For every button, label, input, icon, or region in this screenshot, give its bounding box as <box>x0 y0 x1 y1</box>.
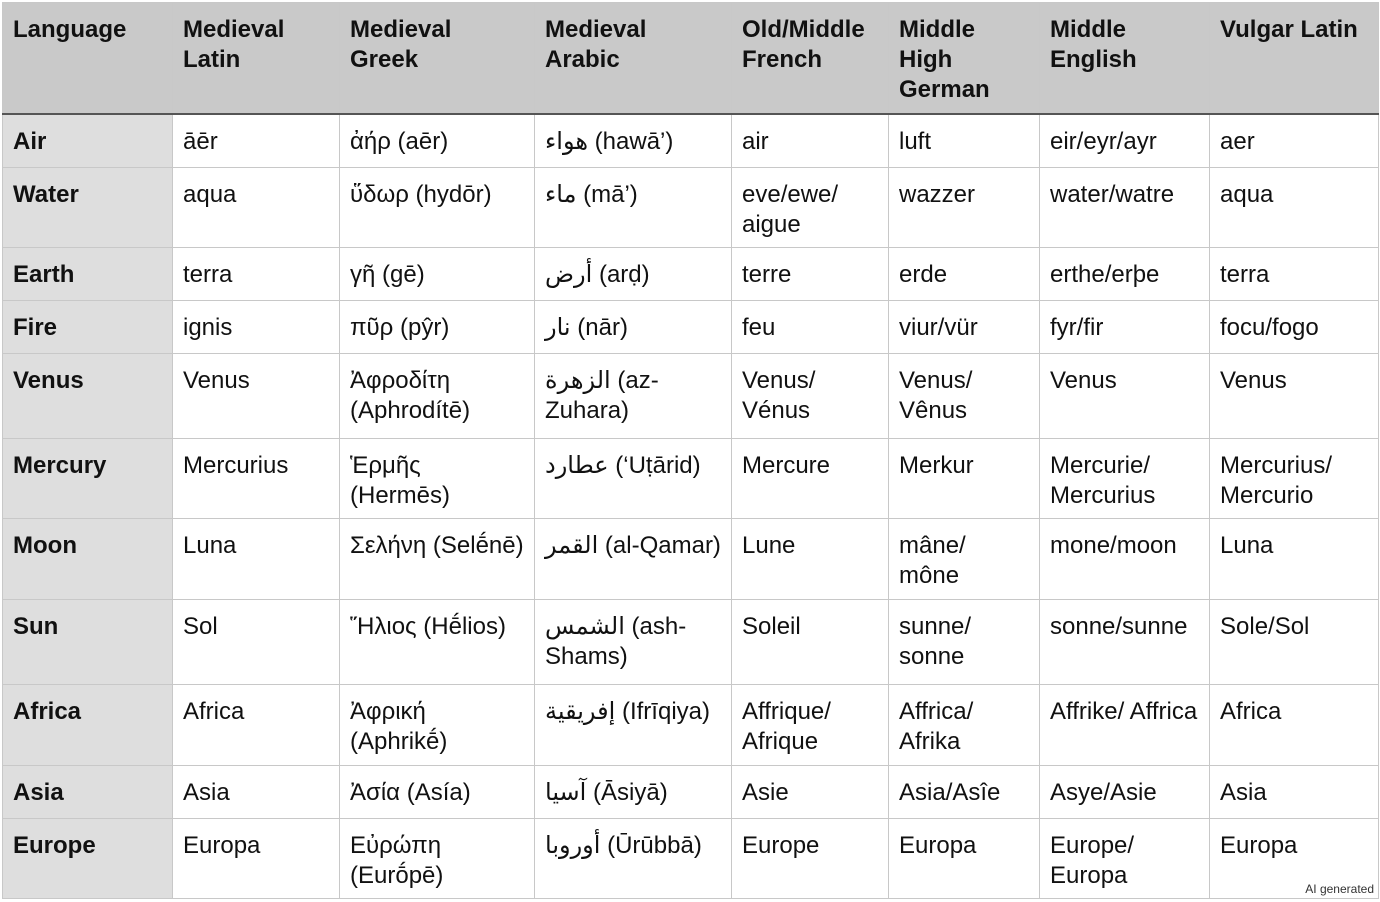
table-row <box>3 301 1379 354</box>
table-cell: eve/ewe/ aigue <box>732 168 889 248</box>
table-cell: Sol <box>173 600 340 685</box>
table-cell: terra <box>1210 248 1379 301</box>
table-cell: mâne/ mône <box>889 519 1040 600</box>
column-header: Old/Middle French <box>732 3 889 114</box>
row-header: Moon <box>3 519 173 600</box>
table-row <box>3 819 1379 899</box>
table-cell: erde <box>889 248 1040 301</box>
table-cell: نار (nār) <box>535 301 732 354</box>
table-cell: Africa <box>1210 685 1379 766</box>
table-cell: Asye/Asie <box>1040 766 1210 819</box>
table-cell: ماء (mā’) <box>535 168 732 248</box>
column-header: Middle High German <box>889 3 1040 114</box>
row-header: Mercury <box>3 439 173 519</box>
header-row <box>3 3 1379 114</box>
table-cell: الزهرة (az-Zuhara) <box>535 354 732 439</box>
table-cell: Africa <box>173 685 340 766</box>
table-cell: luft <box>889 114 1040 168</box>
table-cell: Affrique/ Afrique <box>732 685 889 766</box>
table-cell: water/watre <box>1040 168 1210 248</box>
row-header: Europe <box>3 819 173 899</box>
table-cell: Merkur <box>889 439 1040 519</box>
table-cell: Sole/Sol <box>1210 600 1379 685</box>
table-cell: Ἥλιος (Hḗlios) <box>340 600 535 685</box>
table-cell: Luna <box>173 519 340 600</box>
table-cell: Asia/Asîe <box>889 766 1040 819</box>
column-header: Medieval Greek <box>340 3 535 114</box>
table-cell: Affrica/ Afrika <box>889 685 1040 766</box>
table-cell: Soleil <box>732 600 889 685</box>
table-cell: πῦρ (pŷr) <box>340 301 535 354</box>
table-cell: ignis <box>173 301 340 354</box>
table-cell: الشمس (ash-Shams) <box>535 600 732 685</box>
row-header: Water <box>3 168 173 248</box>
table-cell: Σελήνη (Selḗnē) <box>340 519 535 600</box>
column-header: Medieval Latin <box>173 3 340 114</box>
row-header: Venus <box>3 354 173 439</box>
table-cell: القمر (al-Qamar) <box>535 519 732 600</box>
row-header: Sun <box>3 600 173 685</box>
table-header <box>3 3 1379 114</box>
table-cell: Europa <box>173 819 340 899</box>
table-cell: erthe/erþe <box>1040 248 1210 301</box>
table-cell: آسيا (Āsiyā) <box>535 766 732 819</box>
table-cell: Lune <box>732 519 889 600</box>
table-cell: Affrike/ Affrica <box>1040 685 1210 766</box>
table-cell: Mercure <box>732 439 889 519</box>
table-row <box>3 248 1379 301</box>
row-header: Earth <box>3 248 173 301</box>
table-cell: aer <box>1210 114 1379 168</box>
table-cell: Europe <box>732 819 889 899</box>
table-cell: Venus/ Vénus <box>732 354 889 439</box>
table-cell: terra <box>173 248 340 301</box>
table-cell: Mercurie/ Mercurius <box>1040 439 1210 519</box>
table-row <box>3 354 1379 439</box>
table-cell: aqua <box>173 168 340 248</box>
table-cell: fyr/fir <box>1040 301 1210 354</box>
table-cell: ἀήρ (aēr) <box>340 114 535 168</box>
table-row <box>3 519 1379 600</box>
table-cell: عطارد (‘Uṭārid) <box>535 439 732 519</box>
table-row <box>3 114 1379 168</box>
table-cell: إفريقية (Ifrīqiya) <box>535 685 732 766</box>
column-header: Medieval Arabic <box>535 3 732 114</box>
table-cell: Europa <box>889 819 1040 899</box>
table-cell: viur/vür <box>889 301 1040 354</box>
table-cell: هواء (hawā’) <box>535 114 732 168</box>
table-body <box>3 114 1379 899</box>
table-row <box>3 168 1379 248</box>
column-header: Middle English <box>1040 3 1210 114</box>
table-cell: Venus <box>1210 354 1379 439</box>
table-cell: focu/fogo <box>1210 301 1379 354</box>
row-header: Africa <box>3 685 173 766</box>
language-comparison-table <box>2 2 1379 899</box>
row-header: Fire <box>3 301 173 354</box>
table-cell: Asia <box>1210 766 1379 819</box>
table-cell: Asia <box>173 766 340 819</box>
table-cell: sonne/sunne <box>1040 600 1210 685</box>
table-cell: terre <box>732 248 889 301</box>
table-cell: wazzer <box>889 168 1040 248</box>
table-cell: Asie <box>732 766 889 819</box>
table-cell: Mercurius <box>173 439 340 519</box>
table-cell: Ἀφρική (Aphrikḗ) <box>340 685 535 766</box>
table-cell: Ἀσία (Asía) <box>340 766 535 819</box>
table-cell: sunne/ sonne <box>889 600 1040 685</box>
table-cell: γῆ (gē) <box>340 248 535 301</box>
row-header: Asia <box>3 766 173 819</box>
table-cell: Εὐρώπη (Eurṓpē) <box>340 819 535 899</box>
row-header: Air <box>3 114 173 168</box>
table-cell: Venus/ Vênus <box>889 354 1040 439</box>
table-cell: āēr <box>173 114 340 168</box>
table-row <box>3 685 1379 766</box>
table-cell: Europe/ Europa <box>1040 819 1210 899</box>
table-cell: ὕδωρ (hydōr) <box>340 168 535 248</box>
table-cell: aqua <box>1210 168 1379 248</box>
table-cell: mone/moon <box>1040 519 1210 600</box>
table-cell: Ἀφροδίτη (Aphrodítē) <box>340 354 535 439</box>
column-header: Language <box>3 3 173 114</box>
table-cell: أوروبا (Ūrūbbā) <box>535 819 732 899</box>
table-cell: Venus <box>173 354 340 439</box>
table-cell: Mercurius/ Mercurio <box>1210 439 1379 519</box>
table-row <box>3 600 1379 685</box>
table-row <box>3 439 1379 519</box>
table-cell: Ἑρμῆς (Hermēs) <box>340 439 535 519</box>
table-cell: أرض (arḍ) <box>535 248 732 301</box>
table-cell: eir/eyr/ayr <box>1040 114 1210 168</box>
table-cell: feu <box>732 301 889 354</box>
column-header: Vulgar Latin <box>1210 3 1379 114</box>
table-cell: Europa <box>1210 819 1379 899</box>
table-cell: air <box>732 114 889 168</box>
table-cell: Venus <box>1040 354 1210 439</box>
ai-generated-badge: AI generated <box>1305 882 1374 896</box>
table-row <box>3 766 1379 819</box>
table-cell: Luna <box>1210 519 1379 600</box>
